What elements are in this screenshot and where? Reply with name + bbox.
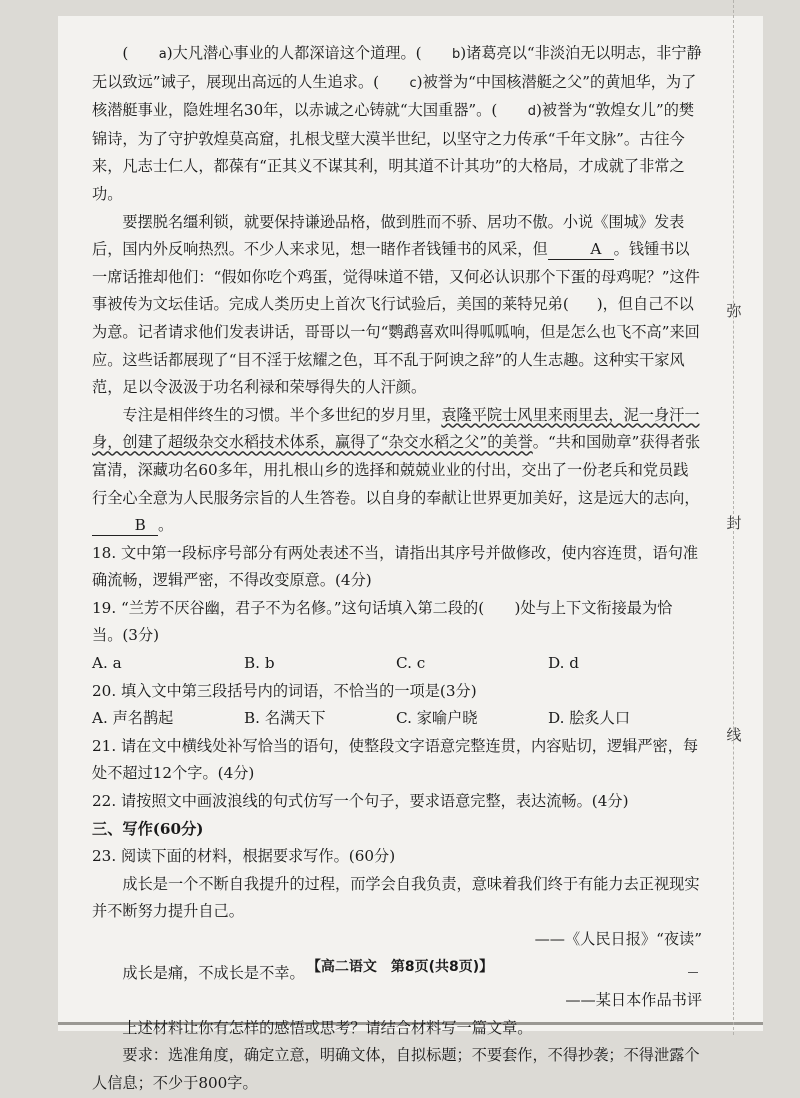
- binding-mark-seal-2: 封: [726, 514, 742, 532]
- writing-prompt: 上述材料让你有怎样的感悟或思考？请结合材料写一篇文章。: [122, 1018, 533, 1037]
- option-b: B. 名满天下: [244, 709, 326, 728]
- label-a: a: [158, 47, 167, 62]
- blank-a: A: [548, 239, 614, 260]
- question-20-options: [92, 705, 702, 733]
- label-c: c: [409, 75, 417, 91]
- corner-dash: [688, 972, 698, 973]
- option-d: D. d: [548, 654, 580, 673]
- wavy-underlined-sentence: 袁隆平院士风里来雨里去，泥一身汗一身，创建了超级杂交水稻技术体系，赢得了“杂交水稻之父”的美誉: [92, 405, 700, 452]
- option-a: A. 声名鹊起: [92, 709, 174, 728]
- option-c: C. 家喻户晓: [396, 709, 478, 728]
- question-19-options: [92, 650, 702, 678]
- label-d: d: [527, 104, 536, 120]
- option-d: D. 脍炙人口: [548, 709, 631, 728]
- material-1: 成长是一个不断自我提升的过程，而学会自我负责，意味着我们终于有能力去正视现实并不断努力提升自己。: [92, 874, 700, 921]
- question-23: 23. 阅读下面的材料，根据要求写作。(60分): [92, 847, 396, 866]
- question-20: 20. 填入文中第三段括号内的词语，不恰当的一项是(3分): [92, 681, 477, 700]
- writing-requirements: 要求：选准角度，确定立意，明确文体，自拟标题；不要套作，不得抄袭；不得泄露个人信息；不少于800字。: [92, 1046, 700, 1092]
- question-19: 19. “兰芳不厌谷幽，君子不为名修。”这句话填入第二段的( )处与上下文衔接最为恰当。(3分): [92, 598, 673, 645]
- passage-paragraph-2: 要摆脱名缰利锁，就要保持谦逊品格，做到胜而不骄、居功不傲。小说《围城》发表后，国内外反响热烈。不少人来求见，想一睹作者钱锺书的风采，但 A 。钱锺书以一席话推却他们：“假如你吃个鸡蛋，觉得味道不错，又何必认识那个下蛋的母鸡呢？”这件事被传为文坛佳话。完成人类历史上首次飞行试验后，美国的莱特兄弟( )，但自己不以为意。记者请求他们发表讲话，哥哥以一句“鹦鹉喜欢叫得呱呱响，但是怎么也飞不高”来回应。这些话都展现了“目不淫于炫耀之色，耳不乱于阿谀之辞”的人生志趣。这种实干家风范，足以令汲汲于功名利禄和荣辱得失的人汗颜。: [92, 212, 700, 397]
- binding-mark-seal: 弥: [726, 302, 742, 320]
- material-1-source: ——《人民日报》“夜读”: [534, 930, 702, 948]
- exam-content: [92, 40, 702, 1098]
- material-2: 成长是痛，不成长是不幸。: [122, 963, 305, 982]
- label-b: b: [451, 47, 461, 62]
- writing-section-title: 三、写作(60分): [92, 819, 204, 838]
- passage-paragraph-1: ( a)大凡潜心事业的人都深谙这个道理。( b)诸葛亮以“非淡泊无以明志，非宁静无以致远”诫子，展现出高远的人生追求。( c)被誉为“中国核潜艇之父”的黄旭华，为了核潜艇事业，隐姓埋名30年，以赤诚之心铸就“大国重器”。( d)被誉为“敦煌女儿”的樊锦诗，为了守护敦煌莫高窟，扎根戈壁大漠半世纪，以坚守之力传承“千年文脉”。古往今来，凡志士仁人，都葆有“正其义不谋其利，明其道不计其功”的大格局，才成就了非常之功。: [92, 40, 702, 209]
- option-b: B. b: [244, 654, 275, 673]
- option-c: C. c: [396, 654, 426, 673]
- material-2-source: ——某日本作品书评: [565, 991, 702, 1010]
- binding-mark-line: 线: [726, 726, 742, 744]
- question-18: 18. 文中第一段标序号部分有两处表述不当，请指出其序号并做修改，使内容连贯，语句准确流畅，逻辑严密，不得改变原意。(4分): [92, 543, 699, 590]
- question-21: 21. 请在文中横线处补写恰当的语句，使整段文字语意完整连贯，内容贴切，逻辑严密，每处不超过12个字。(4分): [92, 736, 699, 783]
- option-a: A. a: [92, 654, 122, 673]
- passage-paragraph-3: 专注是相伴终生的习惯。半个多世纪的岁月里，袁隆平院士风里来雨里去，泥一身汗一身，创建了超级杂交水稻技术体系，赢得了“杂交水稻之父”的美誉。“共和国勋章”获得者张富清，深藏功名60多年，用扎根山乡的选择和兢兢业业的付出，交出了一份老兵和党员践行全心全意为人民服务宗旨的人生答卷。以自身的奉献让世界更加美好，这是远大的志向，B 。: [92, 405, 701, 535]
- question-22: 22. 请按照文中画波浪线的句式仿写一个句子，要求语意完整，表达流畅。(4分): [92, 792, 629, 811]
- page-footer: 【高二语文 第8页(共8页)】: [306, 959, 494, 975]
- blank-b: B: [92, 515, 158, 536]
